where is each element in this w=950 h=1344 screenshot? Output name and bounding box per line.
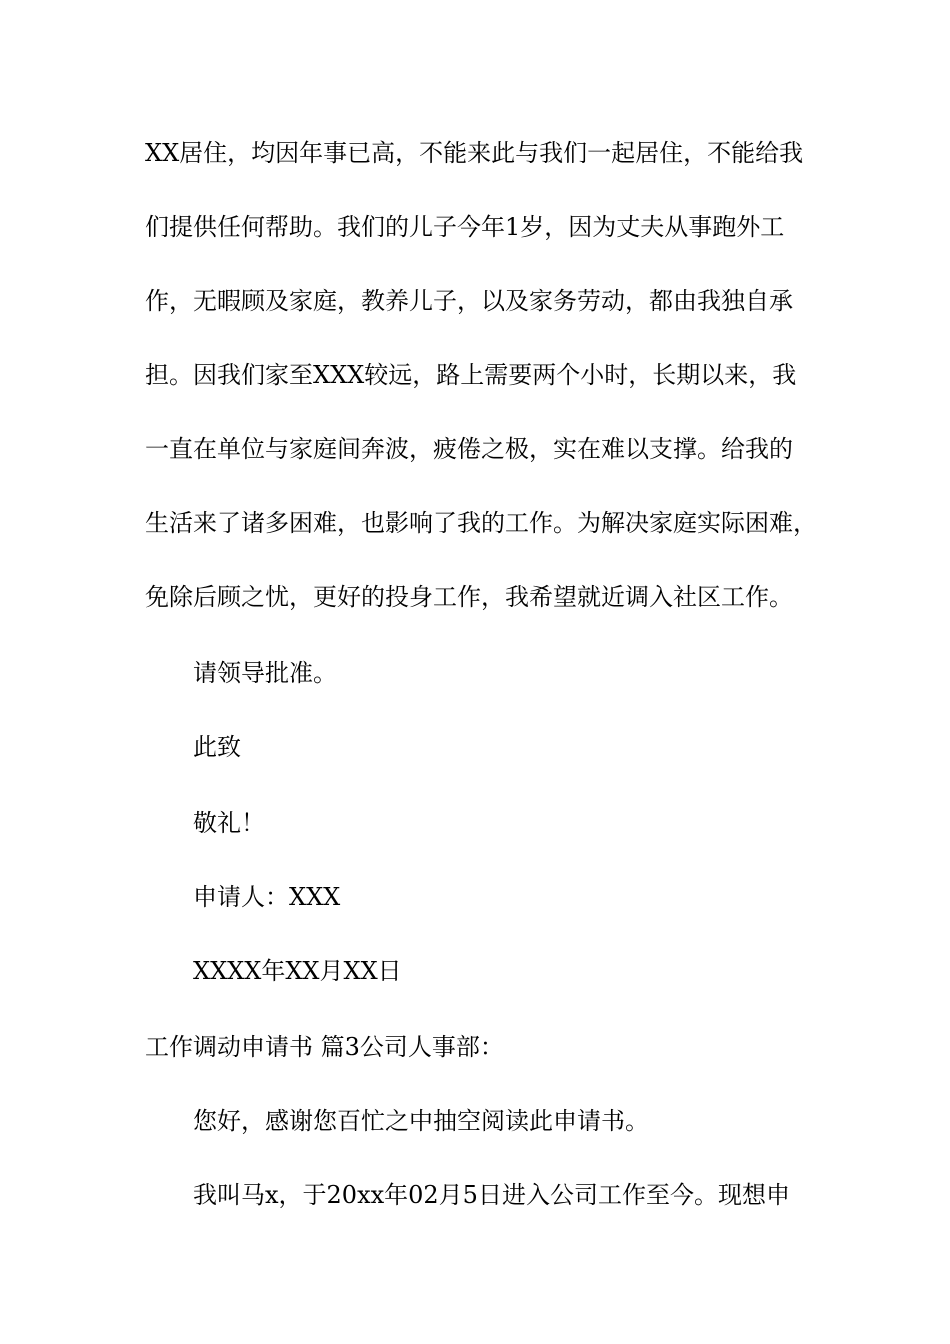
body-line-5: 一直在单位与家庭间奔波，疲倦之极，实在难以支撑。给我的 [145,435,793,463]
salutation-ci-zhi: 此致 [193,733,241,761]
salutation-jing-li: 敬礼！ [193,809,265,837]
body-line-1: XX居住，均因年事已高，不能来此与我们一起居住，不能给我 [145,139,804,167]
application-date: XXXX年XX月XX日 [193,957,402,985]
applicant-signature: 申请人：XXX [193,883,341,911]
body-line-6: 生活来了诸多困难，也影响了我的工作。为解决家庭实际困难， [145,509,817,537]
section-3-heading: 工作调动申请书 篇3公司人事部： [145,1033,504,1061]
body-line-2: 们提供任何帮助。我们的儿子今年1岁，因为丈夫从事跑外工 [145,213,785,241]
section-3-greeting: 您好，感谢您百忙之中抽空阅读此申请书。 [193,1107,649,1135]
approval-request: 请领导批准。 [193,659,337,687]
section-3-intro: 我叫马x，于20xx年02月5日进入公司工作至今。现想申 [193,1181,790,1209]
body-line-3: 作，无暇顾及家庭，教养儿子，以及家务劳动，都由我独自承 [145,287,793,315]
body-line-4: 担。因我们家至XXX较远，路上需要两个小时，长期以来，我 [145,361,797,389]
body-line-7: 免除后顾之忧，更好的投身工作，我希望就近调入社区工作。 [145,583,793,611]
